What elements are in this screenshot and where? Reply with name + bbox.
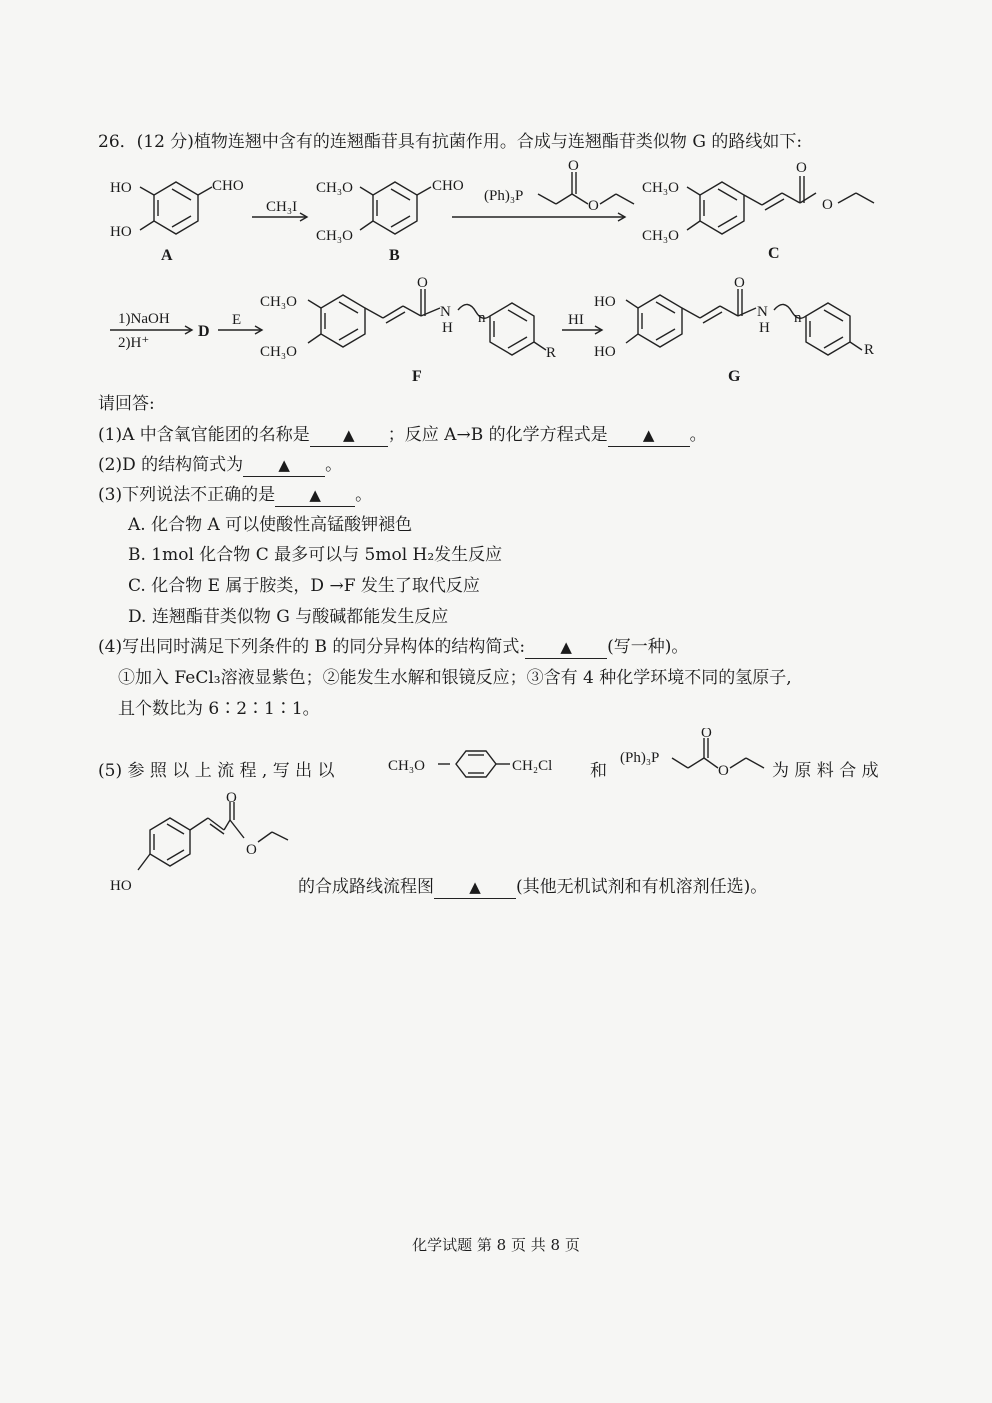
prompt-text: 请回答: <box>98 394 155 414</box>
answer-blank-1a[interactable]: ▲ <box>310 424 388 447</box>
reagent-e: E <box>232 312 242 328</box>
q5-ch2cl: CH₂Cl <box>512 758 553 774</box>
reagent-h-plus: 2)H⁺ <box>118 335 150 351</box>
label-b: B <box>389 247 400 264</box>
q5-target-ho: HO <box>110 878 132 894</box>
label-f: F <box>412 368 422 385</box>
reagent-naoh: 1)NaOH <box>118 311 170 327</box>
answer-blank-2[interactable]: ▲ <box>243 454 325 477</box>
label-c: C <box>768 245 780 262</box>
page-footer: 化学试题 第 8 页 共 8 页 <box>412 1236 580 1254</box>
ylide-o-ester: O <box>588 198 599 214</box>
answer-blank-5[interactable]: ▲ <box>434 876 516 899</box>
q5-ylide-o-ester: O <box>718 763 729 779</box>
answer-blank-4[interactable]: ▲ <box>525 636 607 659</box>
reagent-hi: HI <box>568 312 584 328</box>
f-r: R <box>546 345 557 361</box>
q5-target-molecule <box>106 790 306 900</box>
g-n-sub: n <box>794 310 802 326</box>
answer-blank-1b[interactable]: ▲ <box>608 424 690 447</box>
question-4-ratio: 且个数比为 6∶2∶1∶1。 <box>118 699 320 719</box>
question-header: 26．(12 分)植物连翘中含有的连翘酯苷具有抗菌作用。合成与连翘酯苷类似物 G 的路线如下: <box>98 132 803 152</box>
g-r: R <box>864 342 875 358</box>
label-a: A <box>161 247 173 264</box>
question-5-and: 和 <box>590 761 607 781</box>
question-5-route: 的合成路线流程图 ▲ (其他无机试剂和有机溶剂任选)。 <box>298 877 768 897</box>
q5-ylide-label: (Ph)₃P <box>620 750 660 766</box>
question-4-conditions: ①加入 FeCl₃溶液显紫色；②能发生水解和银镜反应；③含有 4 种化学环境不同的氢原子, <box>118 668 792 688</box>
ylide-o-top: O <box>568 158 579 174</box>
a-cho: CHO <box>212 178 244 194</box>
question-4: (4)写出同时满足下列条件的 B 的同分异构体的结构简式: ▲ (写一种)。 <box>98 637 689 657</box>
option-d: D. 连翘酯苷类似物 G 与酸碱都能发生反应 <box>128 607 449 627</box>
question-1: (1)A 中含氧官能团的名称是 ▲ ；反应 A→B 的化学方程式是 ▲ 。 <box>98 425 707 445</box>
q5-ch3o: CH₃O <box>388 758 425 774</box>
question-5-prefix: (5) 参 照 以 上 流 程 , 写 出 以 <box>98 761 335 781</box>
question-2: (2)D 的结构简式为 ▲ 。 <box>98 455 343 475</box>
g-ho-bottom: HO <box>594 344 616 360</box>
c-ch3o-bottom: CH₃O <box>642 228 679 244</box>
a-ho-top: HO <box>110 180 132 196</box>
reagent-ch3i: CH₃I <box>266 199 298 215</box>
f-n: N <box>440 304 451 320</box>
reaction-scheme <box>0 0 992 400</box>
f-n-sub: n <box>478 310 486 326</box>
option-c: C. 化合物 E 属于胺类，D →F 发生了取代反应 <box>128 576 480 596</box>
g-ho-top: HO <box>594 294 616 310</box>
intermediate-d: D <box>198 323 210 340</box>
b-ch3o-bottom: CH₃O <box>316 228 353 244</box>
q5-target-o-top: O <box>226 790 237 806</box>
option-b: B. 1mol 化合物 C 最多可以与 5mol H₂发生反应 <box>128 545 503 565</box>
g-h: H <box>759 320 770 336</box>
option-a: A. 化合物 A 可以使酸性高锰酸钾褪色 <box>128 515 413 535</box>
c-o-top: O <box>796 160 807 176</box>
g-n: N <box>757 304 768 320</box>
c-o-ester: O <box>822 197 833 213</box>
f-ch3o-bottom: CH₃O <box>260 344 297 360</box>
f-ch3o-top: CH₃O <box>260 294 297 310</box>
question-5-suffix: 为 原 料 合 成 <box>772 761 879 781</box>
f-o: O <box>417 275 428 291</box>
b-cho: CHO <box>432 178 464 194</box>
a-ho-bottom: HO <box>110 224 132 240</box>
q5-ylide-o-top: O <box>701 728 712 741</box>
g-o: O <box>734 275 745 291</box>
ylide-label: (Ph)₃P <box>484 188 524 204</box>
q5-reagent-ylide <box>618 728 788 784</box>
f-h: H <box>442 320 453 336</box>
label-g: G <box>728 368 741 385</box>
answer-blank-3[interactable]: ▲ <box>275 484 355 507</box>
question-3: (3)下列说法不正确的是 ▲ 。 <box>98 485 373 505</box>
b-ch3o-top: CH₃O <box>316 180 353 196</box>
q5-target-o-ester: O <box>246 842 257 858</box>
c-ch3o-top: CH₃O <box>642 180 679 196</box>
